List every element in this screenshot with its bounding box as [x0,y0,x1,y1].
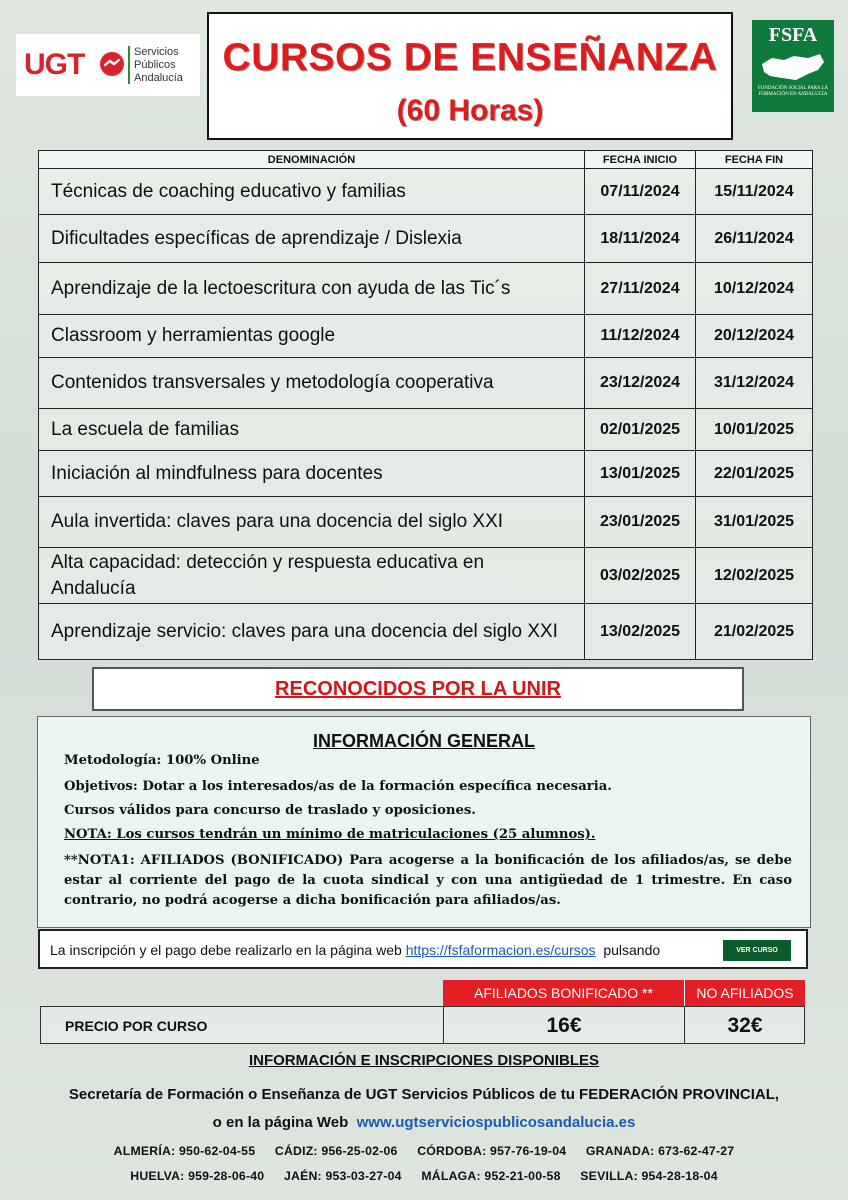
info-validos: Cursos válidos para concurso de traslado y oposiciones. [64,803,476,818]
price-bonificado: 16€ [546,1014,582,1037]
phone-cordoba: CÓRDOBA: 957-76-19-04 [417,1144,567,1158]
course-name: Aula invertida: claves para una docencia del siglo XXI [39,497,585,548]
phone-malaga: MÁLAGA: 952-21-00-58 [421,1169,561,1183]
price-row [40,1006,805,1044]
table-row [39,358,813,409]
table-row [39,169,813,215]
course-end: 15/11/2024 [696,169,813,215]
course-start: 02/01/2025 [585,409,696,451]
page-title: CURSOS DE ENSEÑANZA [222,36,718,79]
courses-table [38,150,813,660]
registration-after: pulsando [603,942,661,958]
footer-title: INFORMACIÓN E INSCRIPCIONES DISPONIBLES [248,1052,600,1069]
course-start: 23/12/2024 [585,358,696,409]
info-objetivos: Objetivos: Dotar a los interesados/as de la formación específica necesaria. [64,779,612,794]
ugt-line-1: Servicios [134,46,179,58]
course-name: Aprendizaje servicio: claves para una docencia del siglo XXI [39,604,585,660]
course-name: Iniciación al mindfulness para docentes [39,451,585,497]
table-row [39,409,813,451]
phone-cadiz: CÁDIZ: 956-25-02-06 [274,1144,398,1158]
info-metodologia: Metodología: 100% Online [64,753,260,768]
phone-huelva: HUELVA: 959-28-06-40 [130,1169,265,1183]
course-start: 27/11/2024 [585,263,696,315]
info-nota1: **NOTA1: AFILIADOS (BONIFICADO) Para acogerse a la bonificación de los afiliados/as, se debe estar al corriente del pago de la cuota sindical y con una antigüedad de 1 trimestre. En caso contrario, no podrá acogerse a dicha bonificación para afiliados/as. [64,853,792,908]
unir-banner [92,667,744,711]
price-header-no-afiliados: NO AFILIADOS [684,980,805,1007]
footer-web-link[interactable]: www.ugtserviciospublicosandalucia.es [356,1114,636,1131]
course-name: Classroom y herramientas google [39,315,585,358]
footer-web [0,1114,848,1131]
course-end: 26/11/2024 [696,215,813,263]
course-name: Técnicas de coaching educativo y familias [39,169,585,215]
price-no-afiliados: 32€ [727,1014,763,1037]
info-nota: NOTA: Los cursos tendrán un mínimo de matriculaciones (25 alumnos). [64,827,596,842]
ugt-logo-text: UGT [24,48,85,81]
course-name: Dificultades específicas de aprendizaje / Dislexia [39,215,585,263]
course-name: Alta capacidad: detección y respuesta educativa en Andalucía [39,548,585,604]
course-start: 03/02/2025 [585,548,696,604]
andalucia-map-icon [758,50,828,84]
course-end: 31/01/2025 [696,497,813,548]
course-start: 07/11/2024 [585,169,696,215]
course-end: 21/02/2025 [696,604,813,660]
phone-jaen: JAÉN: 953-03-27-04 [283,1169,402,1183]
phones-row-1 [0,1144,848,1158]
course-end: 10/01/2025 [696,409,813,451]
title-box [207,12,733,140]
header-fecha-fin: FECHA FIN [696,151,813,169]
general-info-box [37,716,811,928]
footer-web-prefix: o en la página Web [212,1114,349,1131]
price-label: PRECIO POR CURSO [65,1018,208,1034]
course-start: 23/01/2025 [585,497,696,548]
table-row [39,451,813,497]
ugt-line-2: Públicos [134,59,176,71]
table-row [39,215,813,263]
table-row [39,497,813,548]
course-end: 12/02/2025 [696,548,813,604]
header-fecha-inicio: FECHA INICIO [585,151,696,169]
course-name: Contenidos transversales y metodología cooperativa [39,358,585,409]
ugt-logo [16,34,200,96]
course-end: 20/12/2024 [696,315,813,358]
handshake-icon [100,52,124,76]
header-denominacion: DENOMINACIÓN [39,151,585,169]
price-header-bonificado: AFILIADOS BONIFICADO ** [443,980,684,1007]
table-row [39,604,813,660]
ver-curso-button[interactable]: VER CURSO [723,940,791,961]
table-header-row [39,151,813,169]
info-title: INFORMACIÓN GENERAL [313,731,535,751]
ugt-divider [128,46,130,84]
course-start: 13/01/2025 [585,451,696,497]
course-name: Aprendizaje de la lectoescritura con ayuda de las Tic´s [39,263,585,315]
course-end: 22/01/2025 [696,451,813,497]
table-row [39,548,813,604]
registration-text [50,942,660,958]
unir-text: RECONOCIDOS POR LA UNIR [275,678,561,700]
course-start: 18/11/2024 [585,215,696,263]
registration-bar [38,929,808,969]
fsfa-logo-text: FSFA [768,24,818,46]
phone-almeria: ALMERÍA: 950-62-04-55 [113,1144,256,1158]
page-subtitle: (60 Horas) [396,94,544,127]
phone-sevilla: SEVILLA: 954-28-18-04 [580,1169,718,1183]
table-row [39,263,813,315]
phones-row-2 [0,1169,848,1183]
footer-secretaria: Secretaría de Formación o Enseñanza de UGT Servicios Públicos de tu FEDERACIÓN PROVINCIAL, [68,1086,780,1103]
course-start: 11/12/2024 [585,315,696,358]
ugt-line-3: Andalucía [134,72,183,84]
registration-link[interactable]: https://fsfaformacion.es/cursos [405,942,596,958]
ugt-logo-subtitle [134,46,183,85]
phone-granada: GRANADA: 673-62-47-27 [585,1144,735,1158]
fsfa-logo-subtitle: FUNDACIÓN SOCIAL PARA LA FORMACIÓN EN ANDALUCÍA [757,86,829,97]
course-name: La escuela de familias [39,409,585,451]
table-row [39,315,813,358]
fsfa-logo [752,20,834,112]
course-start: 13/02/2025 [585,604,696,660]
registration-label: La inscripción y el pago debe realizarlo en la página web [50,942,402,958]
course-end: 31/12/2024 [696,358,813,409]
course-end: 10/12/2024 [696,263,813,315]
